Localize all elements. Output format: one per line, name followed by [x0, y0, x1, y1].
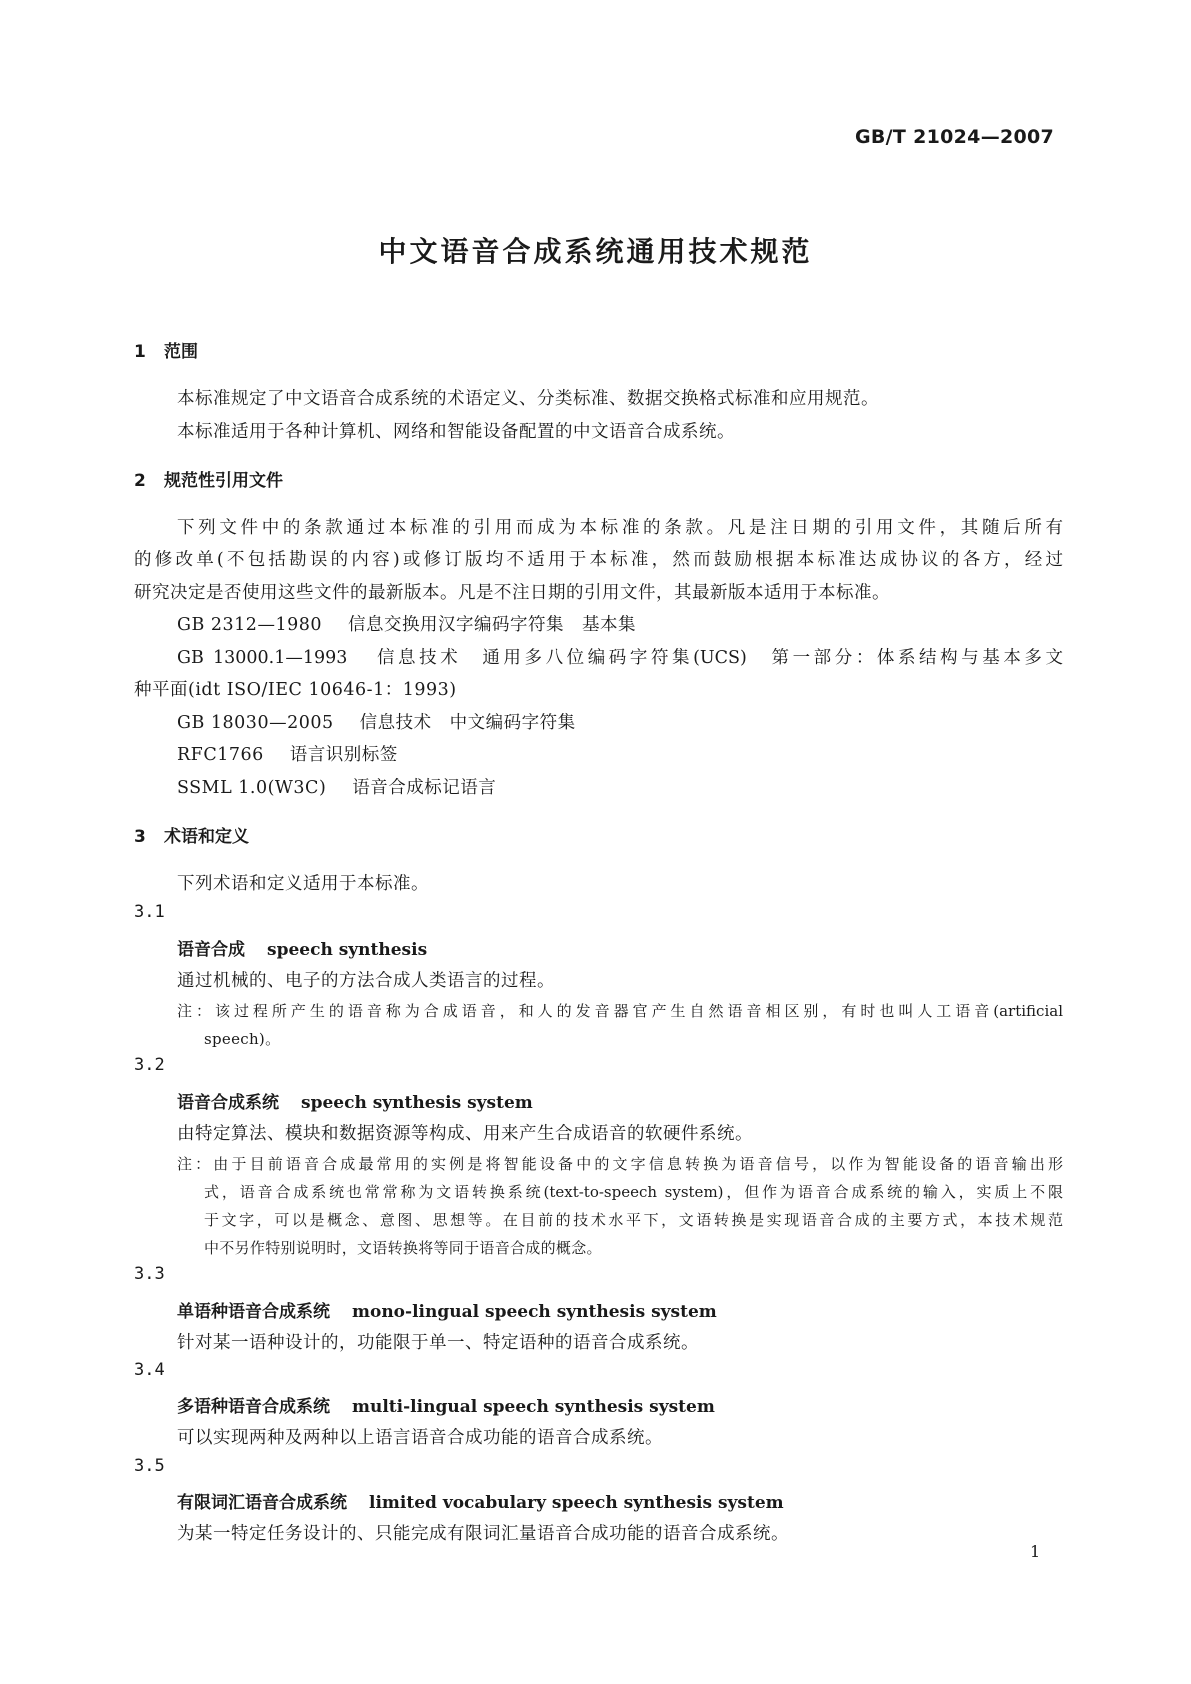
term-definition: 针对某一语种设计的，功能限于单一、特定语种的语音合成系统。 — [177, 1333, 699, 1353]
normative-reference — [177, 611, 636, 636]
section-1-title: 范围 — [164, 342, 198, 362]
reference-title: 信息交换用汉字编码字符集 基本集 — [347, 615, 636, 635]
page-number: 1 — [1030, 1542, 1041, 1561]
term-heading — [177, 935, 427, 960]
section-1-paragraph: 本标准规定了中文语音合成系统的术语定义、分类标准、数据交换格式标准和应用规范。 — [177, 389, 879, 409]
standard-code: GB/T 21024—2007 — [855, 126, 1055, 148]
section-3-heading — [134, 822, 249, 847]
section-1-number: 1 — [134, 342, 146, 362]
section-3-intro: 下列术语和定义适用于本标准。 — [177, 874, 429, 894]
term-en: limited vocabulary speech synthesis system — [369, 1493, 784, 1513]
term-note-line: speech)。 — [204, 1030, 281, 1048]
reference-title-continuation: 种平面(idt ISO/IEC 10646-1：1993) — [134, 680, 457, 700]
reference-title: 信息技术 通用多八位编码字符集(UCS) 第一部分：体系结构与基本多文 — [373, 648, 1064, 668]
term-definition: 为某一特定任务设计的、只能完成有限词汇量语音合成功能的语音合成系统。 — [177, 1524, 789, 1544]
reference-code: GB 13000.1—1993 — [177, 648, 348, 668]
term-zh: 多语种语音合成系统 — [177, 1397, 330, 1417]
term-heading — [177, 1392, 715, 1417]
section-2-heading — [134, 466, 283, 491]
section-3-number: 3 — [134, 827, 146, 847]
section-1-heading — [134, 337, 198, 362]
reference-title: 语言识别标签 — [289, 745, 398, 765]
reference-title: 语音合成标记语言 — [352, 778, 497, 798]
term-heading — [177, 1297, 717, 1322]
term-number: 3.2 — [134, 1055, 165, 1075]
term-heading — [177, 1488, 784, 1513]
reference-code: RFC1766 — [177, 745, 264, 765]
term-number: 3.1 — [134, 902, 165, 922]
term-en: speech synthesis — [267, 940, 428, 960]
term-zh: 单语种语音合成系统 — [177, 1302, 330, 1322]
term-note-line: 注：该过程所产生的语音称为合成语音，和人的发音器官产生自然语音相区别，有时也叫人工语音(artificial — [177, 1002, 1063, 1020]
term-definition: 通过机械的、电子的方法合成人类语言的过程。 — [177, 971, 555, 991]
term-note-line: 注：由于目前语音合成最常用的实例是将智能设备中的文字信息转换为语音信号，以作为智能设备的语音输出形 — [177, 1155, 1063, 1173]
section-2-intro-line: 下列文件中的条款通过本标准的引用而成为本标准的条款。凡是注日期的引用文件，其随后所有 — [177, 518, 1063, 538]
normative-reference — [177, 709, 576, 734]
normative-reference — [177, 644, 1063, 669]
section-2-intro-line: 研究决定是否使用这些文件的最新版本。凡是不注日期的引用文件，其最新版本适用于本标准。 — [134, 583, 890, 603]
term-en: speech synthesis system — [301, 1093, 533, 1113]
term-number: 3.5 — [134, 1456, 165, 1476]
term-zh: 语音合成系统 — [177, 1093, 279, 1113]
term-zh: 语音合成 — [177, 940, 245, 960]
term-en: multi-lingual speech synthesis system — [352, 1397, 715, 1417]
term-number: 3.4 — [134, 1360, 165, 1380]
section-1-paragraph: 本标准适用于各种计算机、网络和智能设备配置的中文语音合成系统。 — [177, 422, 735, 442]
term-definition: 可以实现两种及两种以上语言语音合成功能的语音合成系统。 — [177, 1428, 663, 1448]
reference-code: GB 18030—2005 — [177, 713, 334, 733]
term-note-line: 中不另作特别说明时，文语转换将等同于语音合成的概念。 — [204, 1239, 602, 1257]
term-en: mono-lingual speech synthesis system — [352, 1302, 717, 1322]
section-2-intro-line: 的修改单(不包括勘误的内容)或修订版均不适用于本标准，然而鼓励根据本标准达成协议的各方，经过 — [134, 550, 1063, 570]
term-note-line: 于文字，可以是概念、意图、思想等。在目前的技术水平下，文语转换是实现语音合成的主要方式，本技术规范 — [204, 1211, 1063, 1229]
reference-code: SSML 1.0(W3C) — [177, 778, 327, 798]
section-3-title: 术语和定义 — [164, 827, 249, 847]
section-2-number: 2 — [134, 471, 146, 491]
normative-reference — [177, 774, 496, 799]
term-definition: 由特定算法、模块和数据资源等构成、用来产生合成语音的软硬件系统。 — [177, 1124, 753, 1144]
normative-reference — [177, 741, 398, 766]
term-note-line: 式，语音合成系统也常常称为文语转换系统(text-to-speech system)，但作为语音合成系统的输入，实质上不限 — [204, 1183, 1063, 1201]
term-number: 3.3 — [134, 1264, 165, 1284]
term-zh: 有限词汇语音合成系统 — [177, 1493, 347, 1513]
term-heading — [177, 1088, 533, 1113]
section-2-title: 规范性引用文件 — [164, 471, 283, 491]
reference-title: 信息技术 中文编码字符集 — [359, 713, 576, 733]
document-title: 中文语音合成系统通用技术规范 — [378, 235, 813, 268]
reference-code: GB 2312—1980 — [177, 615, 322, 635]
